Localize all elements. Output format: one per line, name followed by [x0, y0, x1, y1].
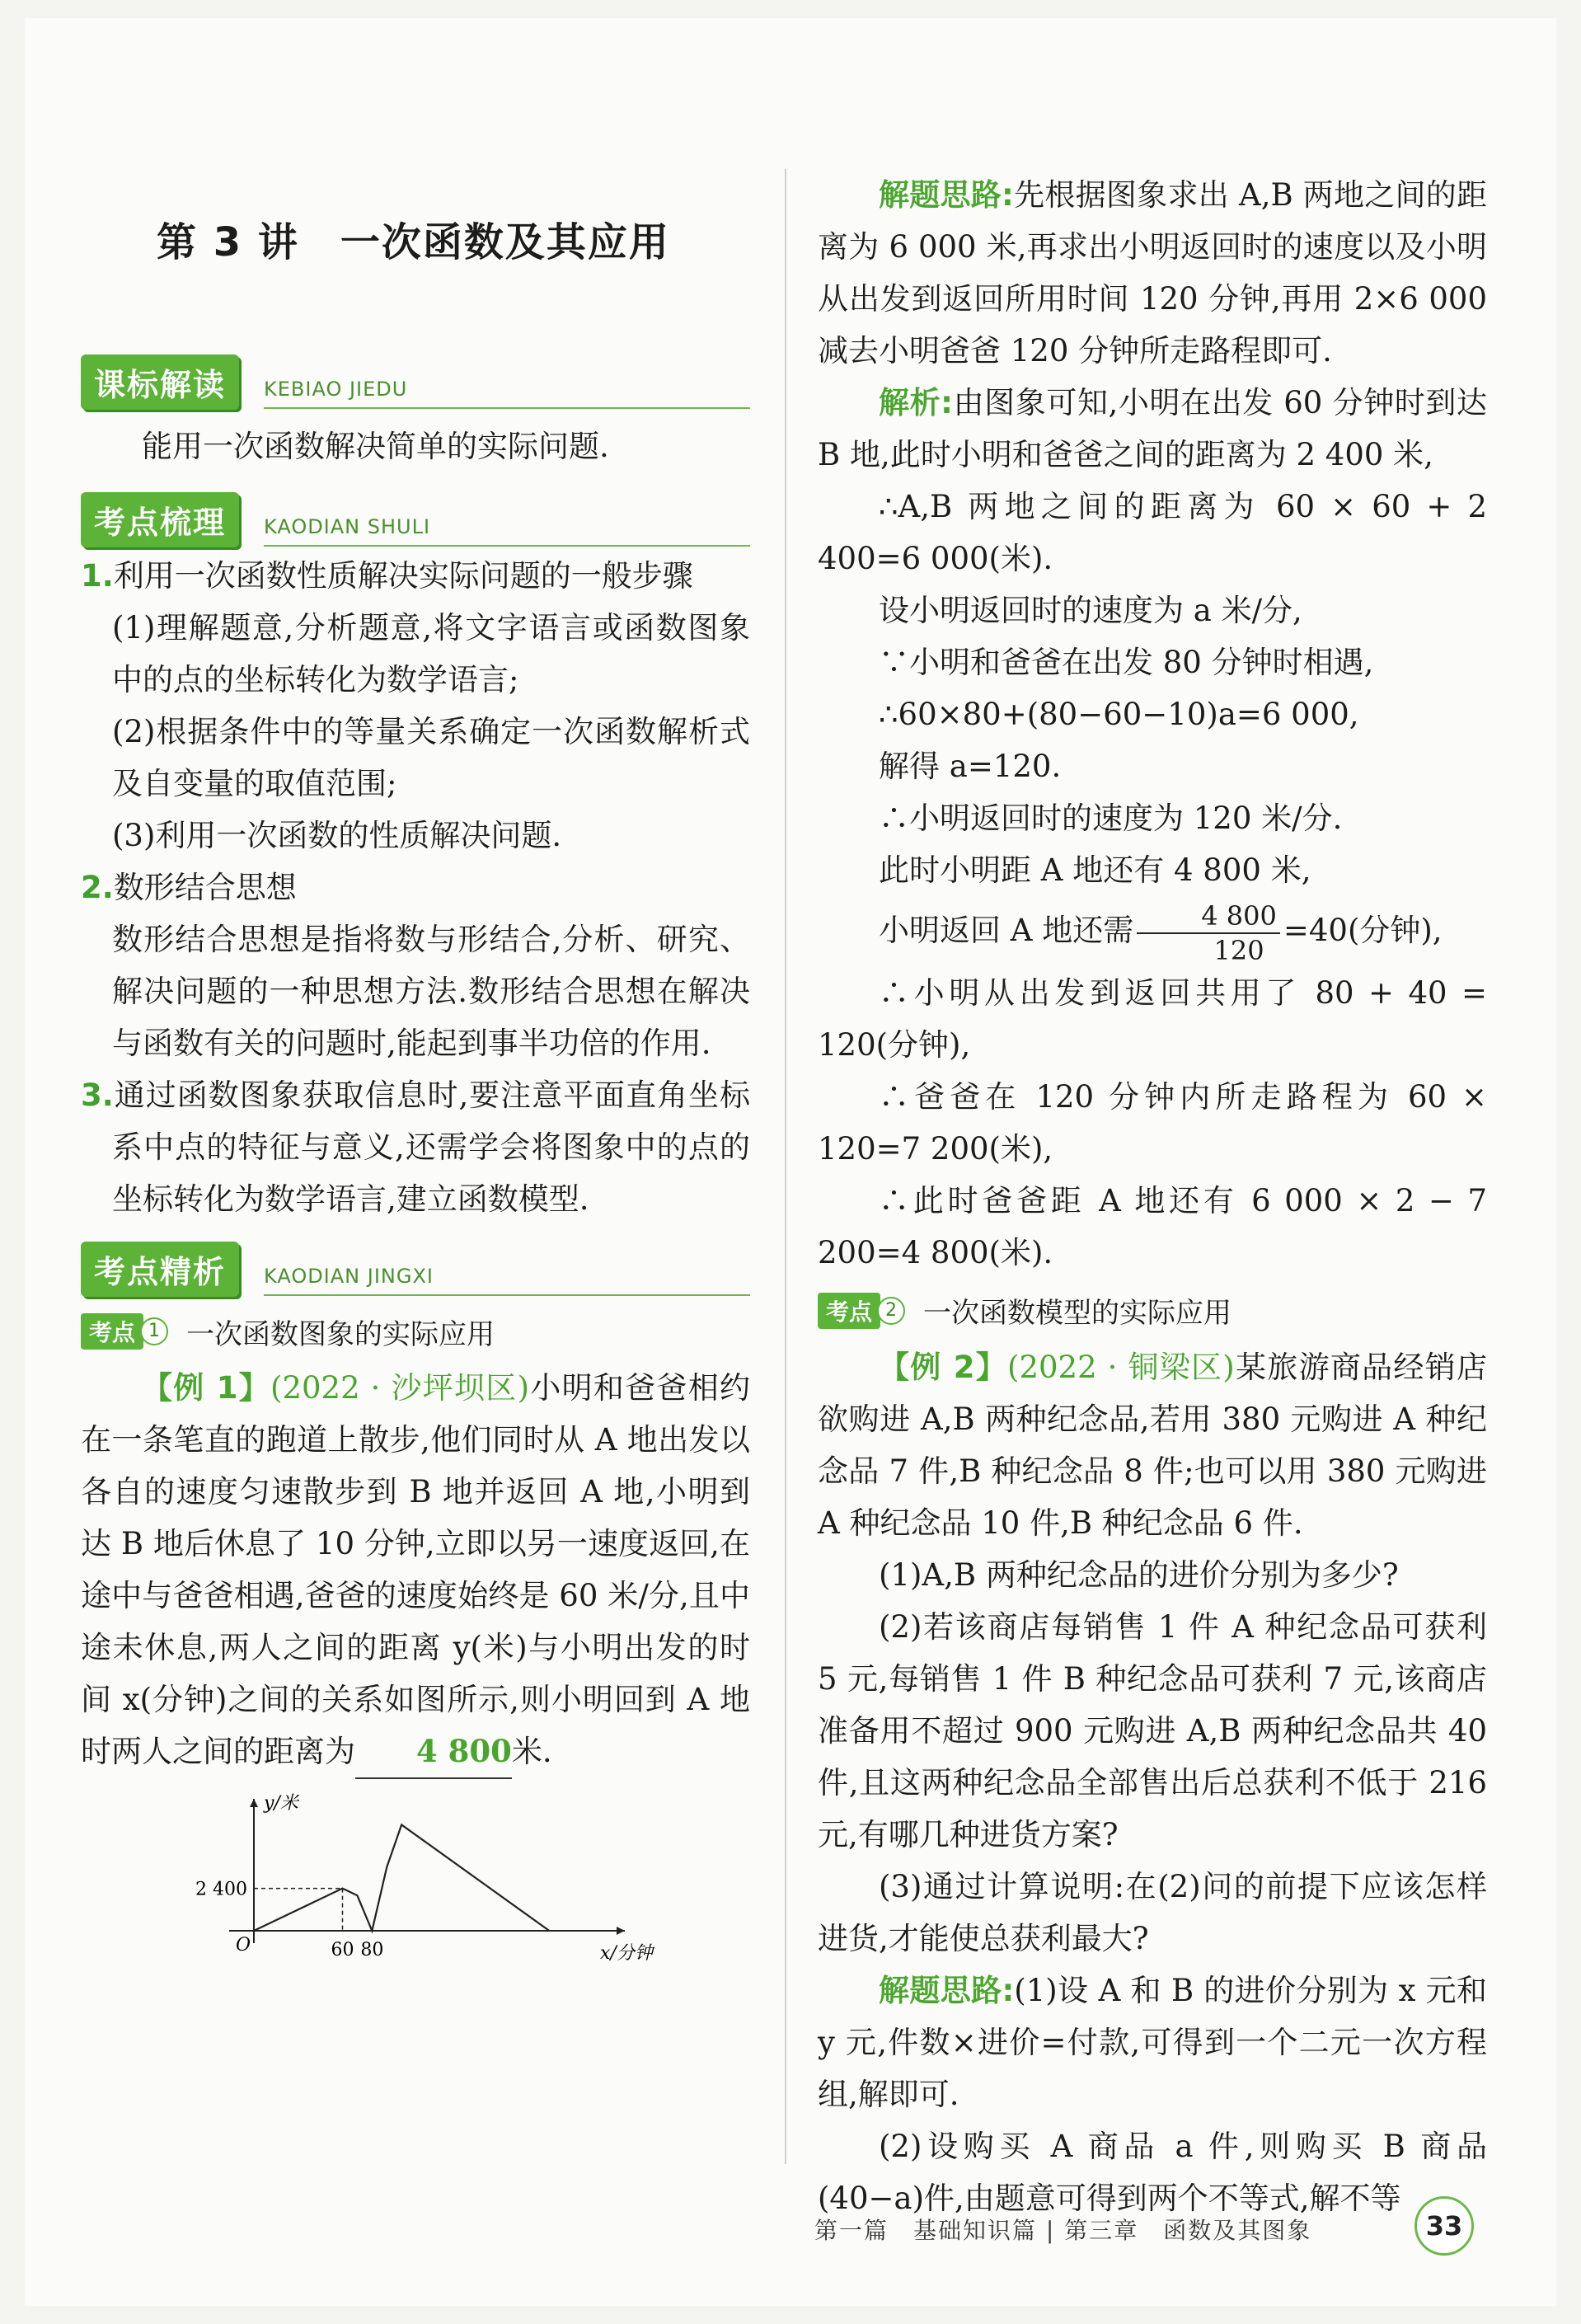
lecture-number: 第 3 讲 — [157, 219, 299, 265]
example-tail: 米. — [511, 1734, 552, 1769]
x-tick-label: 60 — [331, 1940, 354, 1960]
think-label: 解题思路: — [879, 177, 1014, 213]
example-source: (2022 · 铜梁区) — [1007, 1349, 1235, 1385]
example-label: 【例 1】 — [142, 1370, 271, 1406]
left-column — [81, 354, 750, 1980]
point-2-head: 2.数形结合思想 — [81, 870, 297, 905]
kaodian-title: 一次函数模型的实际应用 — [923, 1297, 1232, 1330]
answer-blank: 4 800 — [355, 1725, 512, 1779]
section-underline — [264, 545, 750, 547]
question-2: (2)若该商店每销售 1 件 A 种纪念品可获利 5 元,每销售 1 件 B 种纪念品可获利 7 元,该商店准备用不超过 900 元购进 A,B 两种纪念品共 40 件,且这两种纪念品全部售出后总获利不低于 216 元,有哪几种进货方案? — [818, 1608, 1487, 1852]
kaodian-title: 一次函数图象的实际应用 — [186, 1317, 495, 1351]
point-1-head: 1.利用一次函数性质解决实际问题的一般步骤 — [81, 558, 693, 594]
page-footer: 第一篇 基础知识篇 | 第三章 函数及其图象 — [814, 2217, 1312, 2244]
lecture-topic: 一次函数及其应用 — [340, 219, 670, 265]
x-tick-label: 80 — [360, 1940, 384, 1960]
example-source: (2022 · 沙坪坝区) — [270, 1370, 530, 1406]
think-2: 解题思路:(1)设 A 和 B 的进价分别为 x 元和 y 元,件数×进价=付款,可得到一个二元一次方程组,解即可. — [818, 1972, 1488, 2112]
kaodian-number: 2 — [877, 1297, 905, 1325]
point-1-line: (3)利用一次函数的性质解决问题. — [112, 818, 562, 853]
point-2-line: 数形结合思想是指将数与形结合,分析、研究、解决问题的一种思想方法.数形结合思想在解决与函数有关的问题时,能起到事半功倍的作用. — [112, 922, 750, 1061]
x-axis-arrow — [617, 1927, 625, 1935]
y-tick-label: 2 400 — [195, 1879, 247, 1900]
section-subtitle: KAODIAN SHULI — [264, 515, 431, 538]
section-subtitle: KEBIAO JIEDU — [264, 378, 408, 401]
fraction: $\frac{4 800}{120}$ — [1137, 899, 1280, 967]
page-number: 33 — [1414, 2196, 1474, 2256]
example-1 — [81, 1362, 750, 1779]
column-divider — [785, 169, 786, 2164]
kaodian-2 — [818, 1287, 1487, 1335]
example-2: 【例 2】(2022 · 铜梁区)某旅游商品经销店欲购进 A,B 两种纪念品,若用 380 元购进 A 种纪念品 7 件,B 种纪念品 8 件;也可以用 380 元购进 A 种纪念品 10 件,B 种纪念品 6 件. — [818, 1349, 1487, 1541]
point-1-line: (1)理解题意,分析题意,将文字语言或函数图象中的点的坐标转化为数学语言; — [112, 610, 750, 697]
think-3: (2)设购买 A 商品 a 件,则购买 B 商品(40−a)件,由题意可得到两个不等式,解不等 — [818, 2128, 1487, 2216]
section-kebiao — [81, 354, 750, 412]
solution-line: ∴爸爸在 120 分钟内所走路程为 60 × 120=7 200(米), — [818, 1078, 1487, 1167]
x-axis-label: x/分钟 — [600, 1943, 653, 1964]
point-1-line: (2)根据条件中的等量关系确定一次函数解析式及自变量的取值范围; — [112, 714, 750, 801]
solution-label: 解析: — [879, 385, 953, 420]
solution-line: ∴60×80+(80−60−10)a=6 000, — [879, 697, 1359, 732]
y-axis-arrow — [250, 1799, 258, 1807]
question-3: (3)通过计算说明:在(2)问的前提下应该怎样进货,才能使总获利最大? — [818, 1868, 1487, 1956]
section-underline — [264, 407, 750, 409]
solution-line: ∴小明返回时的速度为 120 米/分. — [879, 800, 1343, 836]
section-subtitle: KAODIAN JINGXI — [264, 1265, 434, 1288]
solution-line: ∴小明从出发到返回共用了 80 + 40 = 120(分钟), — [818, 974, 1487, 1063]
solution-fraction-line: 小明返回 A 地还需 $\frac{4 800}{120}$ =40(分钟), — [879, 899, 1443, 966]
kaodian-badge: 考点 — [81, 1313, 143, 1350]
example-label: 【例 2】 — [879, 1349, 1008, 1385]
kaodian-1 — [81, 1308, 750, 1355]
origin-label: O — [236, 1935, 251, 1955]
kebiao-text: 能用一次函数解决简单的实际问题. — [142, 429, 609, 464]
solution-line: 此时小明距 A 地还有 4 800 米, — [879, 852, 1311, 888]
point-3-head: 3.通过函数图象获取信息时,要注意平面直角坐标系中点的特征与意义,还需学会将图象中的点的坐标转化为数学语言,建立函数模型. — [81, 1077, 750, 1217]
kaodian-badge: 考点 — [818, 1293, 880, 1329]
section-jingxi — [81, 1242, 750, 1299]
kaodian-number: 1 — [140, 1317, 168, 1345]
question-1: (1)A,B 两种纪念品的进价分别为多少? — [879, 1556, 1399, 1593]
solution-1: 解析:由图象可知,小明在出发 60 分钟时到达 B 地,此时小明和爸爸之间的距离为 2 400 米, — [818, 385, 1487, 472]
solution-line: 设小明返回时的速度为 a 米/分, — [879, 593, 1302, 628]
solution-line: ∴A,B 两地之间的距离为 60 × 60 + 2 400=6 000(米). — [818, 489, 1487, 576]
section-kaodian — [81, 492, 750, 550]
section-badge: 课标解读 — [81, 354, 239, 410]
solution-line: 解得 a=120. — [879, 749, 1062, 784]
section-badge: 考点梳理 — [81, 492, 239, 547]
y-axis-label: y/米 — [264, 1793, 298, 1814]
think-1: 解题思路:先根据图象求出 A,B 两地之间的距离为 6 000 米,再求出小明返回时的速度以及小明从出发到返回所用时间 120 分钟,再用 2×6 000 减去小明爸爸 120 分钟所走路程即可. — [818, 177, 1487, 369]
right-column — [818, 169, 1487, 2224]
solution-line: ∵小明和爸爸在出发 80 分钟时相遇, — [879, 645, 1374, 680]
lecture-title — [157, 210, 670, 267]
think-label: 解题思路: — [879, 1972, 1015, 2008]
distance-time-chart — [130, 1791, 653, 1980]
section-underline — [264, 1294, 750, 1296]
distance-line — [254, 1824, 549, 1931]
section-badge: 考点精析 — [81, 1242, 239, 1297]
solution-line: ∴此时爸爸距 A 地还有 6 000 × 2 − 7 200=4 800(米). — [818, 1182, 1487, 1270]
example-text: 小明和爸爸相约在一条笔直的跑道上散步,他们同时从 A 地出发以各自的速度匀速散步到 B 地并返回 A 地,小明到达 B 地后休息了 10 分钟,立即以另一速度返回,在途中与爸爸相遇,爸爸的速度始终是 60 米/分,且中途未休息,两人之间的距离 y(米)与小明出发的时间 x(分钟)之间的关系如图所示,则小明回到 A 地时两人之间的距离为 — [81, 1370, 750, 1769]
